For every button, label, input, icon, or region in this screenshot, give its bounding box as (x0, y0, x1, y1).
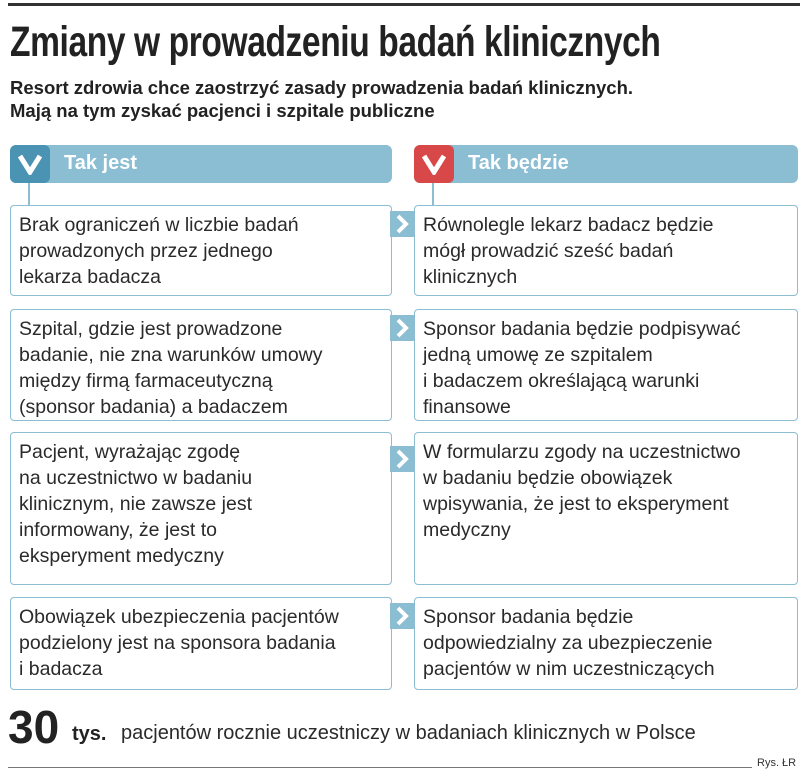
subtitle: Resort zdrowia chce zaostrzyć zasady prowadzenia badań klinicznych. Mają na tym zyskać pacjenci i szpitale publiczne (10, 77, 634, 121)
column-label: Tak będzie (468, 152, 569, 174)
current-state-box: Pacjent, wyrażając zgodę na uczestnictwo w badaniu klinicznym, nie zawsze jest informowany, że jest to eksperyment medyczny (10, 432, 392, 585)
current-state-box: Brak ograniczeń w liczbie badań prowadzonych przez jednego lekarza badacza (10, 205, 392, 296)
future-state-box: Sponsor badania będzie odpowiedzialny za ubezpieczenie pacjentów w nim uczestniczących (414, 597, 798, 690)
column-header-future (414, 145, 798, 183)
credit: Rys. ŁR (757, 757, 797, 769)
future-state-box: Sponsor badania będzie podpisywać jedną umowę ze szpitalem i badaczem określającą warunki finansowe (414, 309, 798, 421)
chevron-right-icon (390, 211, 414, 237)
bottom-rule (8, 767, 752, 768)
connector-line (432, 183, 434, 205)
current-state-box: Obowiązek ubezpieczenia pacjentów podzielony jest na sponsora badania i badacza (10, 597, 392, 690)
checkmark-icon (414, 145, 454, 183)
connector-line (28, 183, 30, 205)
column-header-current (10, 145, 392, 183)
chevron-right-icon (390, 446, 414, 472)
stat-number: 30 (8, 701, 60, 753)
future-state-box: Równolegle lekarz badacz będzie mógł prowadzić sześć badań klinicznych (414, 205, 798, 296)
column-label: Tak jest (64, 152, 137, 174)
current-state-box: Szpital, gdzie jest prowadzone badanie, nie zna warunków umowy między firmą farmaceutyczną (sponsor badania) a badaczem (10, 309, 392, 421)
stat-description: pacjentów rocznie uczestniczy w badaniach klinicznych w Polsce (121, 722, 696, 744)
checkmark-icon (10, 145, 50, 183)
stat-unit: tys. (72, 723, 107, 745)
future-state-box: W formularzu zgody na uczestnictwo w badaniu będzie obowiązek wpisywania, że jest to eksperyment medyczny (414, 432, 798, 585)
chevron-right-icon (390, 315, 414, 341)
page-title: Zmiany w prowadzeniu badań klinicznych (10, 18, 661, 66)
chevron-right-icon (390, 603, 414, 629)
top-rule (8, 3, 800, 6)
